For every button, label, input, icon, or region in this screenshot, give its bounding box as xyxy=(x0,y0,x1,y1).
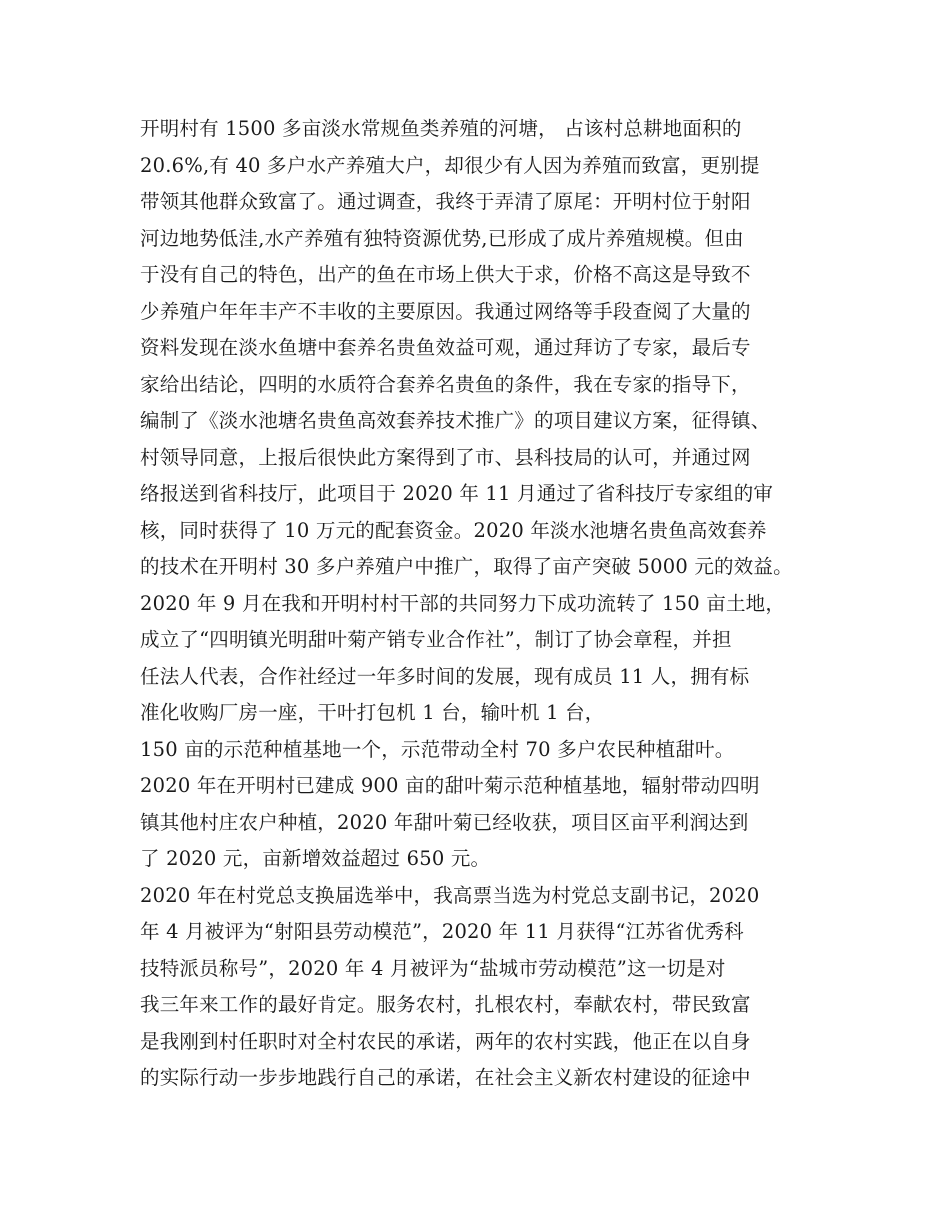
text-line: 于没有自己的特色，出产的鱼在市场上供大于求，价格不高这是导致不 xyxy=(140,263,751,286)
text-line: 2020 年在开明村已建成 900 亩的甜叶菊示范种植基地，辐射带动四明 xyxy=(140,774,760,797)
text-line: 家给出结论，四明的水质符合套养名贵鱼的条件，我在专家的指导下， xyxy=(140,372,751,396)
text-line: 核，同时获得了 10 万元的配套资金。2020 年淡水池塘名贵鱼高效套养 xyxy=(140,518,767,542)
text-line: 河边地势低洼,水产养殖有独特资源优势,已形成了成片养殖规模。但由 xyxy=(140,226,744,250)
text-line: 资料发现在淡水鱼塘中套养名贵鱼效益可观，通过拜访了专家，最后专 xyxy=(140,336,751,359)
text-line: 年 4 月被评为“射阳县劳动模范”，2020 年 11 月获得“江苏省优秀科 xyxy=(140,920,744,943)
text-line: 2020 年 9 月在我和开明村村干部的共同努力下成功流转了 150 亩土地， xyxy=(140,591,786,615)
text-line: 准化收购厂房一座，干叶打包机 1 台，输叶机 1 台， xyxy=(140,701,605,724)
text-line: 少养殖户年年丰产不丰收的主要原因。我通过网络等手段查阅了大量的 xyxy=(140,299,751,323)
text-line: 是我刚到村任职时对全村农民的承诺，两年的农村实践，他正在以自身 xyxy=(140,1029,751,1053)
text-line: 技特派员称号”，2020 年 4 月被评为“盐城市劳动模范”这一切是对 xyxy=(140,956,726,980)
text-line: 2020 年在村党总支换届选举中，我高票当选为村党总支副书记，2020 xyxy=(140,883,760,907)
text-line: 村领导同意，上报后很快此方案得到了市、县科技局的认可，并通过网 xyxy=(140,445,751,469)
text-line: 成立了“四明镇光明甜叶菊产销专业合作社”，制订了协会章程，并担 xyxy=(140,628,732,651)
text-line: 开明村有 1500 多亩淡水常规鱼类养殖的河塘， 占该村总耕地面积的 xyxy=(140,117,742,140)
text-line: 我三年来工作的最好肯定。服务农村，扎根农村，奉献农村，带民致富 xyxy=(140,993,751,1016)
body-text xyxy=(140,111,840,1097)
text-line: 的实际行动一步步地践行自己的承诺，在社会主义新农村建设的征途中 xyxy=(140,1066,751,1089)
text-line: 编制了《淡水池塘名贵鱼高效套养技术推广》的项目建议方案，征得镇、 xyxy=(140,409,771,432)
text-line: 的技术在开明村 30 多户养殖户中推广，取得了亩产突破 5000 元的效益。 xyxy=(140,555,793,578)
text-line: 了 2020 元，亩新增效益超过 650 元。 xyxy=(140,847,491,870)
text-line: 150 亩的示范种植基地一个，示范带动全村 70 多户农民种植甜叶。 xyxy=(140,737,735,761)
text-line: 络报送到省科技厅，此项目于 2020 年 11 月通过了省科技厅专家组的审 xyxy=(140,482,774,505)
text-line: 镇其他村庄农户种植，2020 年甜叶菊已经收获，项目区亩平利润达到 xyxy=(140,810,749,834)
text-line: 20.6%,有 40 多户水产养殖大户，却很少有人因为养殖而致富，更别提 xyxy=(140,153,760,177)
text-line: 任法人代表，合作社经过一年多时间的发展，现有成员 11 人，拥有标 xyxy=(140,664,750,688)
text-line: 带领其他群众致富了。通过调查，我终于弄清了原尾：开明村位于射阳 xyxy=(140,190,751,213)
